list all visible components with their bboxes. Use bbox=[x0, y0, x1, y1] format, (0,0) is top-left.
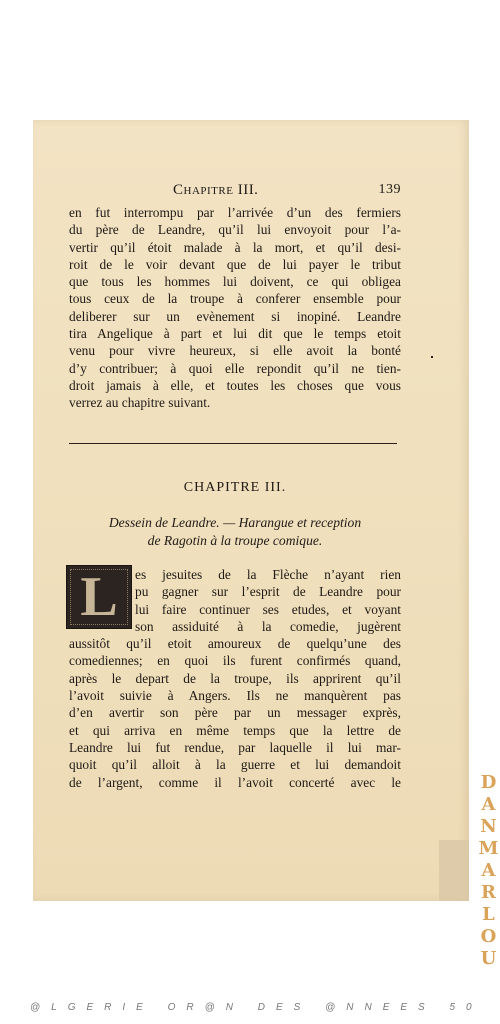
section-rule bbox=[69, 443, 397, 444]
text-line: tous ceux de la troupe à conferer ensemble pour bbox=[69, 291, 401, 307]
text-line: son assiduité à la comedie, jugèrent bbox=[135, 618, 401, 634]
text-line: venu pour vivre heureux, si elle avoit la bonté bbox=[69, 343, 401, 359]
text-line: après le depart de la troupe, ils apprirent qu’il bbox=[69, 670, 401, 686]
ink-speck bbox=[431, 356, 433, 358]
text-line: en fut interrompu par l’arrivée d’un des fermiers bbox=[69, 205, 401, 220]
text-line: deliberer sur un evènement si inopiné. Leandre bbox=[69, 308, 401, 324]
text-line: es jesuites de la Flèche n’ayant rien bbox=[135, 567, 401, 582]
text-line: Leandre lui fut rendue, par laquelle il lui mar- bbox=[69, 739, 401, 755]
drop-cap-letter: L bbox=[80, 566, 118, 628]
text-line: d’y contribuer; à quoi elle repondit qu’il ne tien- bbox=[69, 360, 401, 376]
footer-watermark: @LGERIE OR@N DES @NNEES 50 bbox=[30, 1002, 483, 1013]
book-page bbox=[33, 120, 469, 901]
text-line: vertir qu’il étoit malade à la mort, et qu’il desi- bbox=[69, 239, 401, 255]
text-line: tira Angelique à part et lui dit que le temps etoit bbox=[69, 326, 401, 342]
running-head bbox=[69, 182, 401, 202]
chapter-heading: CHAPITRE III. bbox=[183, 480, 287, 495]
continuation-paragraph bbox=[69, 204, 401, 412]
text-line: pu gagner sur l’esprit de Leandre pour bbox=[135, 584, 401, 600]
text-line: quoit qu’il alloit à la guerre et lui demandoit bbox=[69, 757, 401, 773]
text-line: l’avoit suivie à Angers. Ils ne manquèrent pas bbox=[69, 688, 401, 704]
text-line: de l’argent, comme il l’avoit concerté avec le bbox=[69, 774, 401, 790]
text-line: droit jamais à elle, et toutes les choses que vous bbox=[69, 377, 401, 393]
text-line: lui faire continuer ses etudes, et voyant bbox=[135, 601, 401, 617]
chapter-subtitle-line: Dessein de Leandre. — Harangue et reception bbox=[108, 515, 362, 530]
vertical-watermark: DANMARLOU bbox=[478, 772, 499, 970]
text-line: du père de Leandre, qu’il lui envoyoit pour l’a- bbox=[69, 222, 401, 238]
running-head-title: Chapitre III. bbox=[173, 182, 259, 198]
page-number: 139 bbox=[378, 182, 401, 197]
chapter-subtitle bbox=[69, 514, 401, 550]
text-line: verrez au chapitre suivant. bbox=[69, 395, 211, 411]
text-line: d’en avertir son père par un messager exprès, bbox=[69, 705, 401, 721]
text-line: que tous les hommes lui doivent, ce qui obligea bbox=[69, 274, 401, 290]
text-line: comediennes; en quoi ils furent confirmés quand, bbox=[69, 653, 401, 669]
chapter-subtitle-line: de Ragotin à la troupe comique. bbox=[147, 533, 323, 548]
chapter-paragraph bbox=[69, 566, 401, 791]
text-line: roit de le voir devant que de lui payer le tribut bbox=[69, 256, 401, 272]
text-line: aussitôt qu’il etoit amoureux de quelqu’une des bbox=[69, 636, 401, 652]
text-line: et qui arriva en même temps que la lettre de bbox=[69, 722, 401, 738]
